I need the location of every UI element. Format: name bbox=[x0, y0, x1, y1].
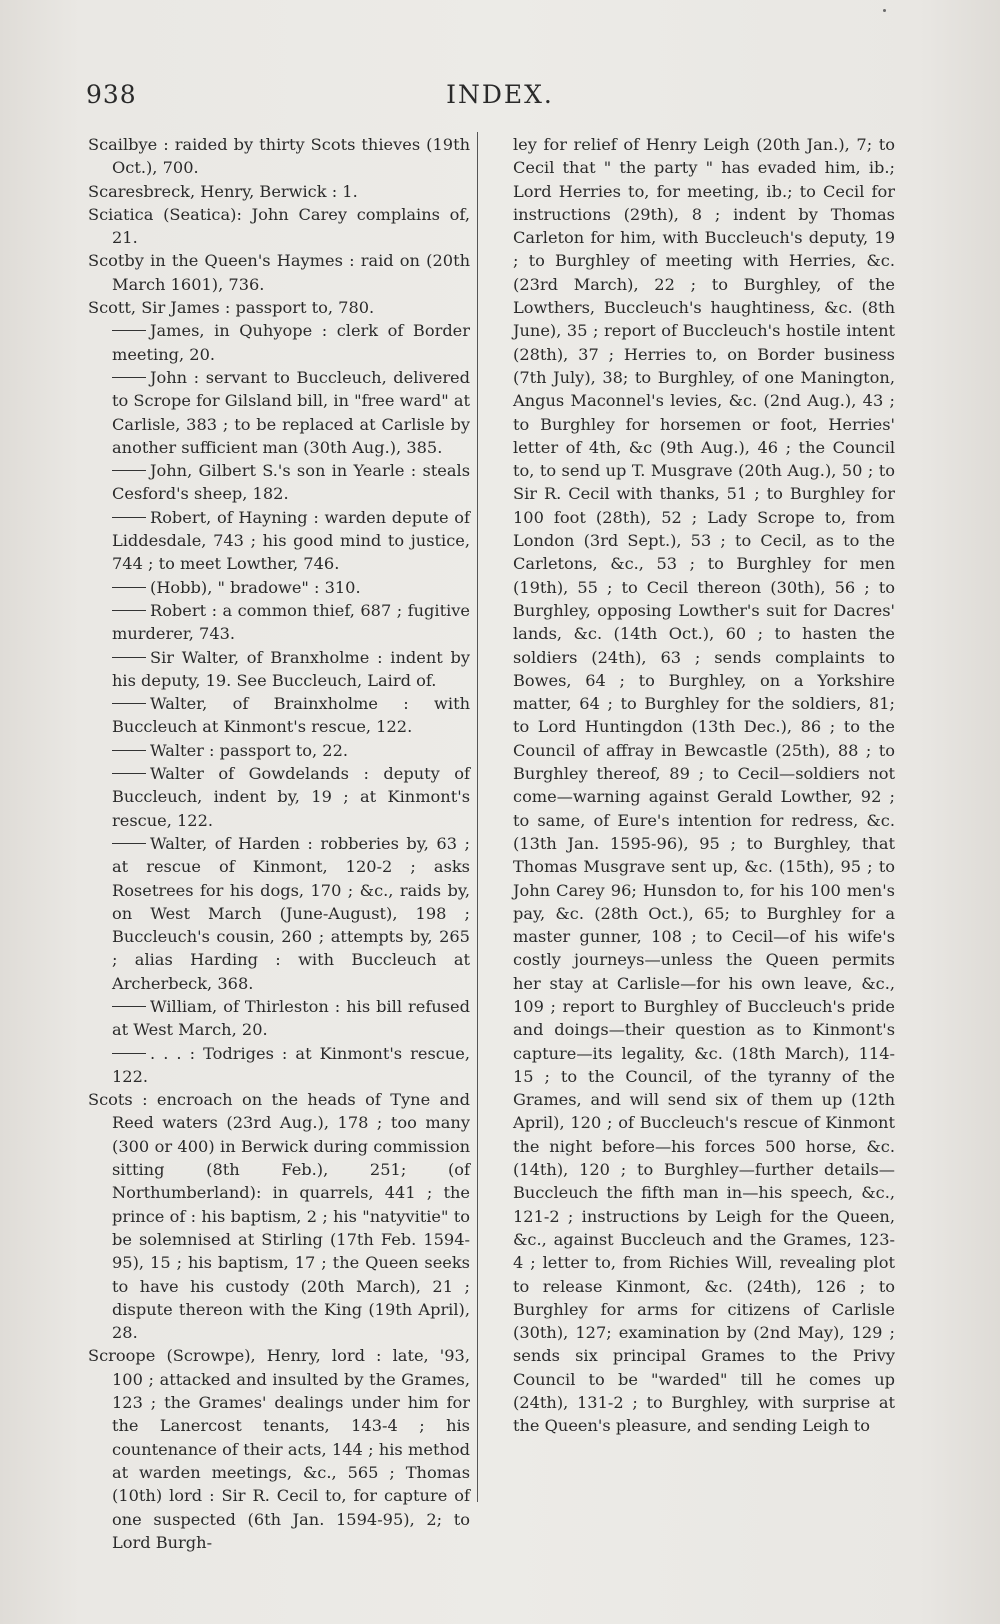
ditto-dash bbox=[112, 750, 146, 751]
index-subentry bbox=[88, 995, 470, 1042]
index-subentry bbox=[88, 646, 470, 693]
page-header bbox=[0, 80, 1000, 120]
index-subentry bbox=[88, 762, 470, 832]
ditto-dash bbox=[112, 610, 146, 611]
index-subentry-text: . . . : Todriges : at Kinmont's rescue, 122. bbox=[112, 1043, 470, 1086]
index-subentry-text: (Hobb), " bradowe" : 310. bbox=[150, 577, 361, 597]
index-column-left bbox=[88, 133, 470, 1554]
index-subentry-text: Walter : passport to, 22. bbox=[150, 740, 349, 760]
column-divider bbox=[477, 132, 478, 1502]
ditto-dash bbox=[112, 470, 146, 471]
index-column-right bbox=[513, 133, 895, 1438]
index-entry: Scroope (Scrowpe), Henry, lord : late, '93, 100 ; attacked and insulted by the Grames, 123 ; the Grames' dealings under him for the Lanercost tenants, 143-4 ; his countenance of their acts, 144 ; his method at warden meetings, &c., 565 ; Thomas (10th) lord : Sir R. Cecil to, for capture of one suspected (6th Jan. 1594-95), 2; to Lord Burgh- bbox=[88, 1346, 470, 1552]
index-subentry-text: Robert, of Hayning : warden depute of Liddesdale, 743 ; his good mind to justice, 744 ; to meet Lowther, 746. bbox=[112, 507, 470, 574]
index-subentry-text: James, in Quhyope : clerk of Border meeting, 20. bbox=[112, 321, 470, 364]
index-subentry bbox=[88, 576, 470, 599]
page-speck bbox=[883, 9, 886, 12]
index-subentry bbox=[88, 459, 470, 506]
ditto-dash bbox=[112, 377, 146, 378]
index-entry: Scailbye : raided by thirty Scots thieves (19th Oct.), 700. bbox=[88, 135, 470, 178]
index-subentry bbox=[88, 1042, 470, 1089]
ditto-dash bbox=[112, 517, 146, 518]
index-continuation: ley for relief of Henry Leigh (20th Jan.), 7; to Cecil that " the party " has evaded him, ib.; Lord Herries to, for meeting, ib.; to Cecil for instructions (29th), 8 ; indent by Thomas Carleton for him, with Buccleuch's deputy, 19 ; to Burghley of meeting with Herries, &c. (23rd March), 22 ; to Burghley, of the Lowthers, Buccleuch's haughtiness, &c. (8th June), 35 ; report of Buccleuch's hostile intent (28th), 37 ; Herries to, on Border business (7th July), 38; to Burghley, of one Manington, Angus Maconnel's levies, &c. (2nd Aug.), 43 ; to Burghley for horsemen or foot, Herries' letter of 4th, &c (9th Aug.), 46 ; the Council to, to send up T. Musgrave (20th Aug.), 50 ; to Sir R. Cecil with thanks, 51 ; to Burghley for 100 foot (28th), 52 ; Lady Scrope to, from London (3rd Sept.), 53 ; to Cecil, as to the Carletons, &c., 53 ; to Burghley for men (19th), 55 ; to Cecil thereon (30th), 56 ; to Burghley, opposing Lowther's suit for Dacres' lands, &c. (14th Oct.), 60 ; to hasten the soldiers (24th), 63 ; sends complaints to Bowes, 64 ; to Burghley, on a Yorkshire matter, 64 ; to Burghley for the soldiers, 81; to Lord Huntingdon (13th Dec.), 86 ; to the Council of affray in Bewcastle (25th), 88 ; to Burghley thereof, 89 ; to Cecil—soldiers not come—warning against Gerald Lowther, 92 ; to same, of Eure's intention for redress, &c. (13th Jan. 1595-96), 95 ; to Burghley, that Thomas Musgrave sent up, &c. (15th), 95 ; to John Carey 96; Hunsdon to, for his 100 men's pay, &c. (28th Oct.), 65; to Burghley for a master gunner, 108 ; to Cecil—of his wife's costly journeys—unless the Queen permits her stay at Carlisle—for his own leave, &c., 109 ; report to Burghley of Buccleuch's pride and doings—their question as to Kinmont's capture—its legality, &c. (18th March), 114-15 ; to the Council, of the tyranny of the Grames, and will send six of them up (12th April), 120 ; of Buccleuch's rescue of Kinmont the night before—his forces 500 horse, &c. (14th), 120 ; to Burghley—further details—Buccleuch the fifth man in—his speech, &c., 121-2 ; instructions by Leigh for the Queen, &c., against Buccleuch and the Grames, 123-4 ; letter to, from Richies Will, revealing plot to release Kinmont, &c. (24th), 126 ; to Burghley for arms for citizens of Carlisle (30th), 127; examination by (2nd May), 129 ; sends six principal Grames to the Privy Council to be "warded" till he comes up (24th), 131-2 ; to Burghley, with surprise at the Queen's pleasure, and sending Leigh to bbox=[513, 135, 895, 1436]
page-title: INDEX. bbox=[446, 80, 554, 109]
page-number: 938 bbox=[86, 80, 137, 109]
ditto-dash bbox=[112, 703, 146, 704]
ditto-dash bbox=[112, 1053, 146, 1054]
index-entry: Scotby in the Queen's Haymes : raid on (20th March 1601), 736. bbox=[88, 251, 470, 294]
ditto-dash bbox=[112, 657, 146, 658]
ditto-dash bbox=[112, 330, 146, 331]
index-subentry-text: William, of Thirleston : his bill refused at West March, 20. bbox=[112, 996, 470, 1040]
index-subentry bbox=[88, 599, 470, 646]
index-subentry bbox=[88, 506, 470, 576]
ditto-dash bbox=[112, 773, 146, 774]
index-subentry bbox=[88, 832, 470, 995]
index-subentry-text: John : servant to Buccleuch, delivered to Scrope for Gilsland bill, in "free ward" at Carlisle, 383 ; to be replaced at Carlisle by another sufficient man (30th Aug.), 385. bbox=[112, 367, 470, 457]
ditto-dash bbox=[112, 587, 146, 588]
index-subentry-text: Walter of Gowdelands : deputy of Buccleuch, indent by, 19 ; at Kinmont's rescue, 122. bbox=[112, 764, 470, 830]
index-subentry-text: Robert : a common thief, 687 ; fugitive murderer, 743. bbox=[112, 600, 470, 644]
ditto-dash bbox=[112, 1006, 146, 1007]
index-subentry-text: Walter, of Brainxholme : with Buccleuch at Kinmont's rescue, 122. bbox=[112, 694, 470, 737]
index-subentry bbox=[88, 319, 470, 366]
index-entry: Sciatica (Seatica): John Carey complains of, 21. bbox=[88, 204, 470, 248]
index-subentry bbox=[88, 692, 470, 739]
index-subentry-text: Walter, of Harden : robberies by, 63 ; at rescue of Kinmont, 120-2 ; asks Rosetrees for his dogs, 170 ; &c., raids by, on West March (June-August), 198 ; Buccleuch's cousin, 260 ; attempts by, 265 ; alias Harding : with Buccleuch at Archerbeck, 368. bbox=[112, 833, 470, 993]
index-entry: Scaresbreck, Henry, Berwick : 1. bbox=[88, 181, 358, 201]
index-entry: Scots : encroach on the heads of Tyne and Reed waters (23rd Aug.), 178 ; too many (300 or 400) in Berwick during commission sitting (8th Feb.), 251; (of Northumberland): in quarrels, 441 ; the prince of : his baptism, 2 ; his "natyvitie" to be solemnised at Stirling (17th Feb. 1594-95), 15 ; his baptism, 17 ; the Queen seeks to have his custody (20th March), 21 ; dispute thereon with the King (19th April), 28. bbox=[88, 1090, 470, 1343]
ditto-dash bbox=[112, 843, 146, 844]
index-subentry bbox=[88, 739, 470, 762]
index-subentry-text: John, Gilbert S.'s son in Yearle : steals Cesford's sheep, 182. bbox=[112, 461, 470, 504]
index-subentry-text: Sir Walter, of Branxholme : indent by his deputy, 19. See Buccleuch, Laird of. bbox=[112, 647, 470, 690]
index-entry: Scott, Sir James : passport to, 780. bbox=[88, 298, 375, 318]
index-subentry bbox=[88, 366, 470, 459]
